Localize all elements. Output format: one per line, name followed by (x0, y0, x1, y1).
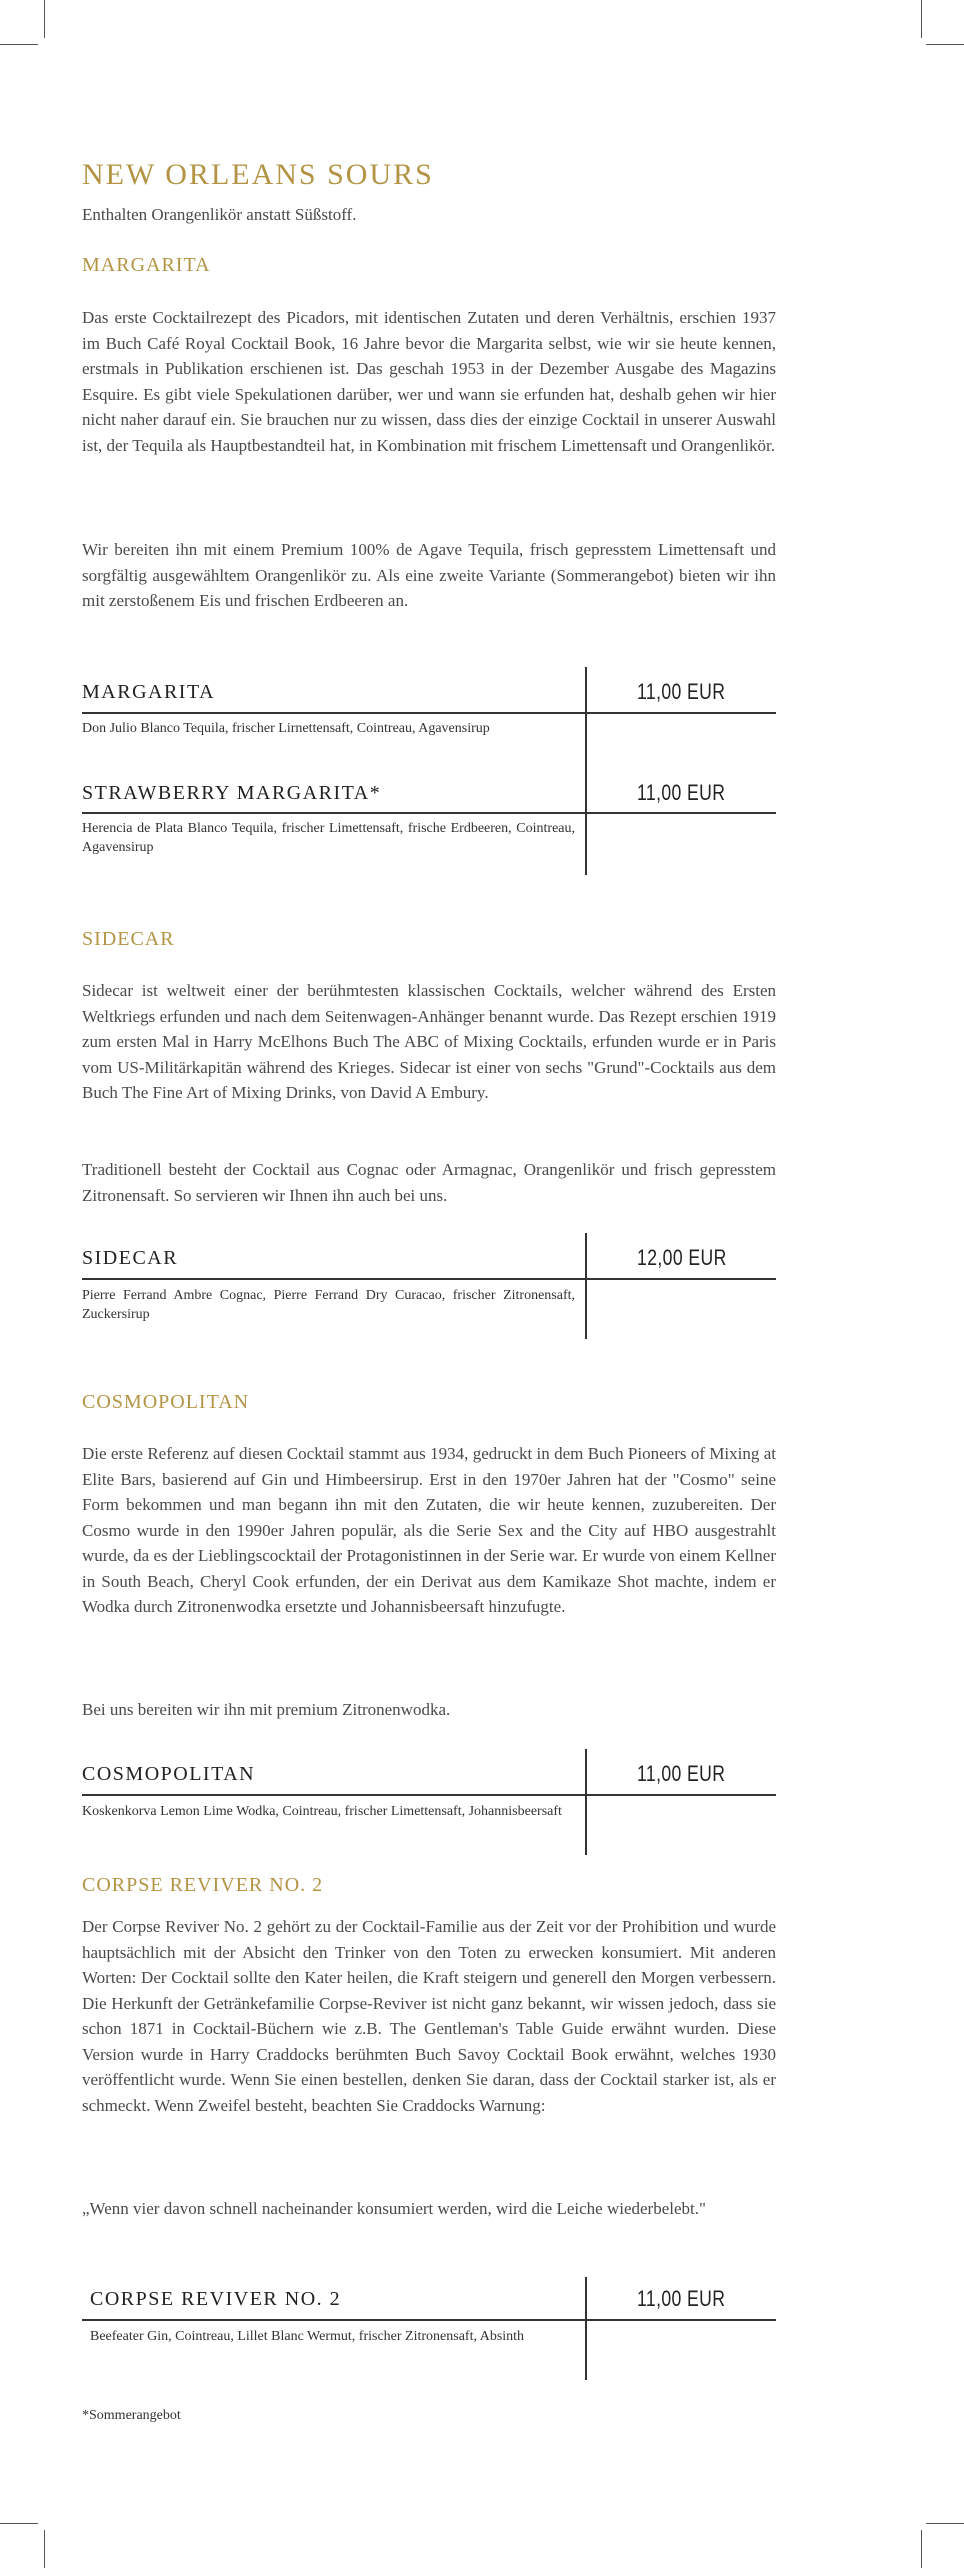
sidecar-menu-table (82, 1233, 776, 1339)
section-title-sidecar: SIDECAR (82, 928, 175, 950)
crop-mark-bottom-right (921, 2530, 922, 2568)
row-divider (82, 812, 776, 814)
column-divider (585, 1749, 587, 1855)
row-divider (82, 712, 776, 714)
menu-item-description: Herencia de Plata Blanco Tequila, frischer Limettensaft, frische Erdbeeren, Cointreau, Agavensirup (82, 821, 575, 855)
crop-mark-top-left-h (0, 44, 38, 45)
cosmopolitan-paragraph-1: Die erste Referenz auf diesen Cocktail stammt aus 1934, gedruckt in dem Buch Pioneers of Mixing at Elite Bars, basierend auf Gin und Himbeersirup. Erst in den 1970er Jahren hat der "Cosmo" seine Form bekommen und man begann ihn mit den Zutaten, die wir heute kennen, zuzubereiten. Der Cosmo wurde in den 1990er Jahren populär, als die Serie Sex and the City auf HBO ausgestrahlt wurde, da es der Lieblingscocktail der Protagonistinnen in der Serie war. Er wurde von einem Kellner in South Beach, Cheryl Cook erfunden, der ein Derivat aus dem Kamikaze Shot machte, indem er Wodka durch Zitronenwodka ersetzte und Johannisbeersaft hinzufugte. (82, 1444, 776, 1616)
cosmopolitan-paragraph-2: Bei uns bereiten wir ihn mit premium Zitronenwodka. (82, 1700, 451, 1719)
section-title-margarita: MARGARITA (82, 254, 211, 276)
margarita-paragraph-2: Wir bereiten ihn mit einem Premium 100% de Agave Tequila, frisch gepresstem Limettensaft und sorgfältig ausgewähltem Orangenlikör zu. Als eine zweite Variante (Sommerangebot) bieten wir ihn mit zerstoßenem Eis und frischen Erdbeeren an. (82, 540, 776, 610)
column-divider (585, 2277, 587, 2380)
section-title-corpse-reviver: CORPSE REVIVER NO. 2 (82, 1874, 324, 1896)
row-divider (82, 1278, 776, 1280)
menu-item-name: STRAWBERRY MARGARITA* (82, 782, 382, 804)
menu-item-price: 11,00 EUR (637, 1761, 726, 1786)
page-subtitle: Enthalten Orangenlikör anstatt Süßstoff. (82, 205, 357, 224)
menu-item-price: 12,00 EUR (637, 1245, 727, 1270)
menu-item-name: MARGARITA (82, 681, 216, 703)
menu-item-description: Pierre Ferrand Ambre Cognac, Pierre Ferrand Dry Curacao, frischer Zitronensaft, Zuckersirup (82, 1288, 575, 1322)
menu-item-name: COSMOPOLITAN (82, 1763, 256, 1785)
section-title-cosmopolitan: COSMOPOLITAN (82, 1391, 250, 1413)
menu-item-name: CORPSE REVIVER NO. 2 (90, 2288, 342, 2310)
crop-mark-top-right (921, 0, 922, 38)
corpse-reviver-paragraph-1: Der Corpse Reviver No. 2 gehört zu der Cocktail-Familie aus der Zeit vor der Prohibition und wurde hauptsächlich mit der Absicht den Trinker von den Toten zu erwecken konsumiert. Mit anderen Worten: Der Cocktail sollte den Kater heilen, die Kraft steigern und generell den Morgen verbessern. Die Herkunft der Getränkefamilie Corpse-Reviver ist nicht ganz bekannt, wir wissen jedoch, dass sie schon 1871 in Cocktail-Büchern wie z.B. The Gentleman's Table Guide erwähnt wurden. Diese Version wurde in Harry Craddocks berühmten Buch Savoy Cocktail Book erwähnt, welches 1930 veröffentlicht wurde. Wenn Sie einen bestellen, denken Sie daran, dass der Cocktail starker ist, als er schmeckt. Wenn Zweifel besteht, beachten Sie Craddocks Warnung: (82, 1917, 776, 2115)
row-divider (82, 2319, 776, 2321)
margarita-paragraph-1: Das erste Cocktailrezept des Picadors, mit identischen Zutaten und deren Verhältnis, erschien 1937 im Buch Café Royal Cocktail Book, 16 Jahre bevor die Margarita selbst, wie wir sie heute kennen, erstmals in Publikation erschienen ist. Das geschah 1953 in der Dezember Ausgabe des Magazins Esquire. Es gibt viele Spekulationen darüber, wer und wann sie erfunden hat, deshalb gehen wir hier nicht naher darauf ein. Sie brauchen nur zu wissen, dass dies der einzige Cocktail in unserer Auswahl ist, der Tequila als Hauptbestandteil hat, in Kombination mit frischem Limettensaft und Orangenlikör. (82, 308, 776, 455)
crop-mark-bottom-left (44, 2530, 45, 2568)
page-title: NEW ORLEANS SOURS (82, 158, 434, 191)
crop-mark-bottom-left-h (0, 2523, 38, 2524)
corpse-reviver-menu-table (82, 2277, 776, 2380)
sidecar-paragraph-2: Traditionell besteht der Cocktail aus Cognac oder Armagnac, Orangenlikör und frisch gepresstem Zitronensaft. So servieren wir Ihnen ihn auch bei uns. (82, 1160, 776, 1205)
menu-item-name: SIDECAR (82, 1247, 179, 1269)
menu-item-description: Don Julio Blanco Tequila, frischer Lirnettensaft, Cointreau, Agavensirup (82, 721, 490, 736)
margarita-menu-table (82, 667, 776, 875)
row-divider (82, 1794, 776, 1796)
footnote: *Sommerangebot (82, 2408, 181, 2423)
crop-mark-top-left (44, 0, 45, 38)
corpse-reviver-quote: „Wenn vier davon schnell nacheinander konsumiert werden, wird die Leiche wiederbelebt." (82, 2199, 706, 2218)
menu-item-price: 11,00 EUR (637, 780, 726, 805)
sidecar-paragraph-1: Sidecar ist weltweit einer der berühmtesten klassischen Cocktails, welcher während des Ersten Weltkriegs erfunden und nach dem Seitenwagen-Anhänger benannt wurde. Das Rezept erschien 1919 zum ersten Mal in Harry McElhons Buch The ABC of Mixing Cocktails, erfunden wurde er in Paris vom US-Militärkapitän während des Krieges. Sidecar ist einer von sechs "Grund"-Cocktails aus dem Buch The Fine Art of Mixing Drinks, von David A Embury. (82, 981, 776, 1102)
column-divider (585, 667, 587, 875)
menu-item-price: 11,00 EUR (637, 2286, 726, 2311)
menu-item-price: 11,00 EUR (637, 679, 726, 704)
menu-item-description: Beefeater Gin, Cointreau, Lillet Blanc Wermut, frischer Zitronensaft, Absinth (90, 2329, 525, 2344)
menu-item-description: Koskenkorva Lemon Lime Wodka, Cointreau, frischer Limettensaft, Johannisbeersaft (82, 1804, 562, 1819)
crop-mark-bottom-right-h (926, 2523, 964, 2524)
crop-mark-top-right-h (926, 44, 964, 45)
column-divider (585, 1233, 587, 1339)
cosmopolitan-menu-table (82, 1749, 776, 1855)
